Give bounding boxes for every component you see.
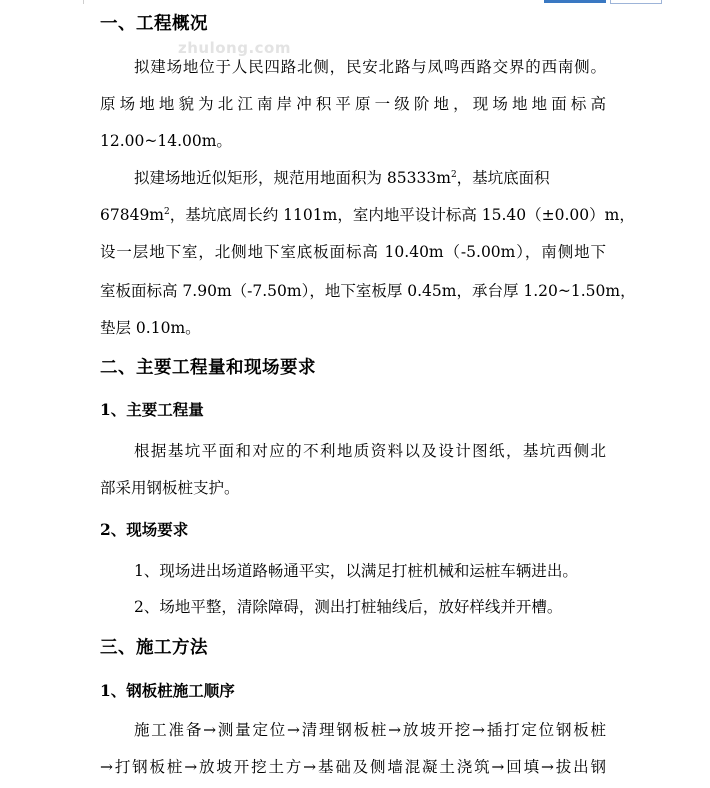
subheading: 1、主要工程量 [100, 400, 204, 419]
text-segment: ，基坑底面积 [456, 169, 550, 187]
paragraph-line: 部采用钢板桩支护。 [100, 479, 240, 497]
top-toolbar-fragment [544, 0, 662, 4]
paragraph-line: 12.00~14.00m。 [100, 132, 232, 150]
subheading: 2、现场要求 [100, 520, 189, 539]
section-heading-2: 二、主要工程量和现场要求 [100, 358, 316, 378]
subheading: 1、钢板桩施工顺序 [100, 681, 235, 700]
watermark: zhulong.com [178, 39, 291, 57]
text-segment: ，基坑底周长约 1101m，室内地平设计标高 15.40（±0.00）m， [169, 206, 635, 224]
superscript: 2 [450, 170, 457, 180]
list-item: 1、现场进出场道路畅通平实，以满足打桩机械和运桩车辆进出。 [134, 562, 578, 580]
paragraph-line: 施工准备→测量定位→清理钢板桩→放坡开挖→插打定位钢板桩 [134, 721, 606, 739]
paragraph-line: 拟建场地位于人民四路北侧，民安北路与凤鸣西路交界的西南侧。 [134, 58, 606, 76]
paragraph-line: 垫层 0.10m。 [100, 319, 201, 337]
paragraph-line: →打钢板桩→放坡开挖土方→基础及侧墙混凝土浇筑→回填→拔出钢 [100, 758, 606, 776]
list-item: 2、场地平整，清除障碍，测出打桩轴线后，放好样线并开槽。 [134, 598, 563, 616]
paragraph-line-area [100, 205, 635, 225]
text-segment: 拟建场地近似矩形，规范用地面积为 85333m [134, 169, 451, 187]
paragraph-line: 原场地地貌为北江南岸冲积平原一级阶地，现场地地面标高 [100, 95, 606, 113]
section-heading-1: 一、工程概况 [100, 14, 208, 34]
paragraph-line: 根据基坑平面和对应的不利地质资料以及设计图纸，基坑西侧北 [134, 442, 606, 460]
section-heading-3: 三、施工方法 [100, 638, 208, 658]
paragraph-line: 室板面标高 7.90m（-7.50m），地下室板厚 0.45m，承台厚 1.20~1.50m， [100, 282, 636, 300]
superscript: 2 [164, 207, 170, 217]
paragraph-line: 设一层地下室，北侧地下室底板面标高 10.40m（-5.00m），南侧地下 [100, 243, 606, 261]
paragraph-line-area [134, 168, 606, 188]
text-segment: 67849m [100, 206, 165, 224]
page-corner-mark [0, 0, 84, 4]
